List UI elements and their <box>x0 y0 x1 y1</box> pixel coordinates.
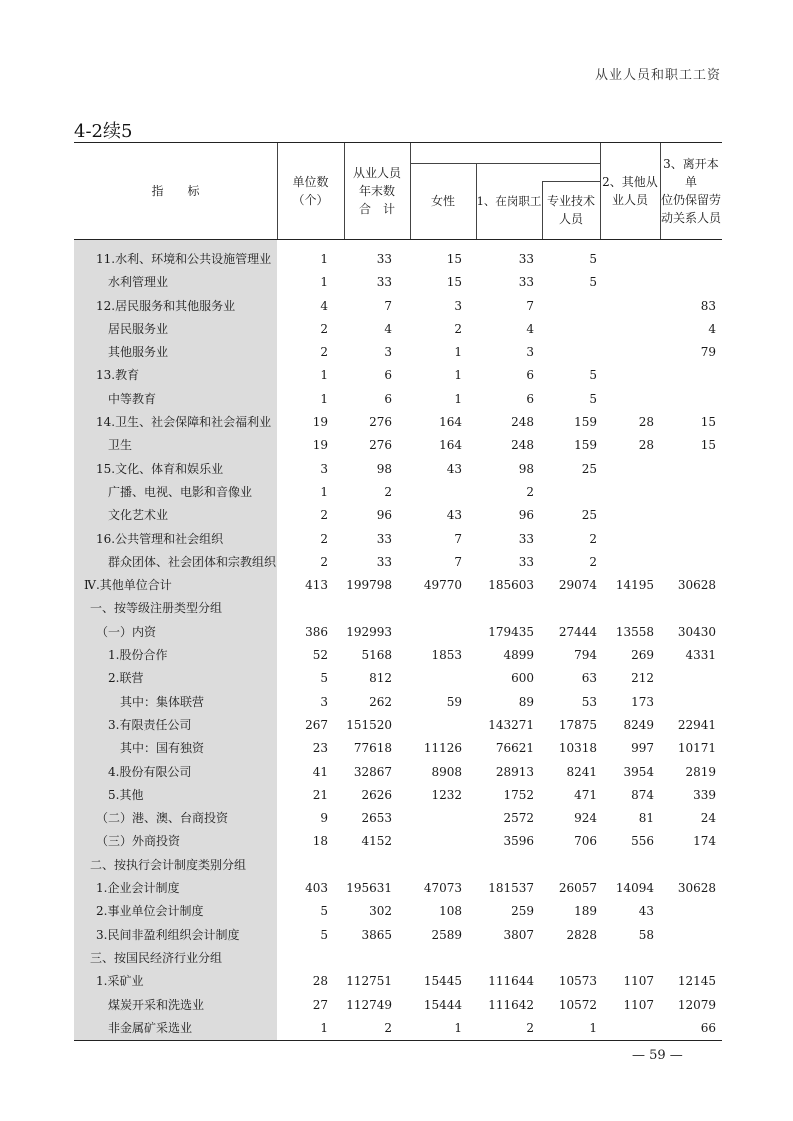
cell-value: 3 <box>526 345 534 360</box>
cell-value: 41 <box>312 764 328 779</box>
cell-value: 18 <box>312 834 328 849</box>
cell-value: 248 <box>511 438 534 453</box>
cell-value: 108 <box>439 904 462 919</box>
cell-value: 24 <box>700 811 716 826</box>
cell-value: 1752 <box>503 787 534 802</box>
cell-value: 1 <box>589 1020 597 1035</box>
table-row <box>74 458 722 481</box>
cell-value: 5 <box>589 368 597 383</box>
row-label: 1.采矿业 <box>74 970 277 993</box>
cell-value: 2 <box>384 1020 392 1035</box>
header-other-staff: 2、其他从 业人员 <box>602 175 658 207</box>
cell-value: 15444 <box>423 997 462 1012</box>
row-label: 卫生 <box>74 434 277 457</box>
cell-value: 1 <box>320 1020 328 1035</box>
row-label: 1.股份合作 <box>74 644 277 667</box>
cell-value: 33 <box>518 252 534 266</box>
cell-value: 7 <box>454 531 462 546</box>
cell-value: 302 <box>369 904 392 919</box>
cell-value: 2 <box>320 508 328 523</box>
cell-value: 6 <box>526 391 534 406</box>
cell-value: 6 <box>384 391 392 406</box>
row-label: Ⅳ.其他单位合计 <box>74 574 277 597</box>
row-label: 14.卫生、社会保障和社会福利业 <box>74 411 277 434</box>
cell-value: 58 <box>638 927 654 942</box>
cell-value: 259 <box>511 904 534 919</box>
cell-value: 3865 <box>361 927 392 942</box>
table-row <box>74 644 722 667</box>
cell-value: 111644 <box>488 974 534 989</box>
table-row <box>74 854 722 877</box>
cell-value: 164 <box>439 415 462 430</box>
cell-value: 89 <box>518 694 534 709</box>
cell-value: 9 <box>320 811 328 826</box>
cell-value: 49770 <box>423 578 462 593</box>
cell-value: 2589 <box>431 927 462 942</box>
cell-value: 112751 <box>346 974 392 989</box>
table-row <box>74 318 722 341</box>
cell-value: 13558 <box>615 624 654 639</box>
table-row <box>74 621 722 644</box>
cell-value: 15 <box>700 438 716 453</box>
table-row <box>74 341 722 364</box>
cell-value: 2626 <box>361 787 392 802</box>
table-row <box>74 877 722 900</box>
cell-value: 3 <box>320 461 328 476</box>
table-row <box>74 574 722 597</box>
table-row <box>74 528 722 551</box>
cell-value: 27 <box>312 997 328 1012</box>
cell-value: 179435 <box>488 624 534 639</box>
table-row <box>74 597 722 620</box>
cell-value: 185603 <box>488 578 534 593</box>
cell-value: 1 <box>320 252 328 266</box>
cell-value: 4 <box>320 298 328 313</box>
cell-value: 189 <box>574 904 597 919</box>
cell-value: 7 <box>454 554 462 569</box>
cell-value: 1 <box>320 391 328 406</box>
cell-value: 4331 <box>685 648 716 663</box>
row-label: 其中：集体联营 <box>74 691 277 714</box>
cell-value: 4 <box>526 321 534 336</box>
row-label: （一）内资 <box>74 621 277 644</box>
cell-value: 2 <box>526 484 534 499</box>
cell-value: 12079 <box>677 997 716 1012</box>
cell-value: 21 <box>312 787 328 802</box>
cell-value: 10572 <box>558 997 597 1012</box>
cell-value: 2 <box>320 554 328 569</box>
cell-value: 83 <box>700 298 716 313</box>
cell-value: 2 <box>384 484 392 499</box>
cell-value: 77618 <box>353 741 392 756</box>
cell-value: 874 <box>631 787 654 802</box>
cell-value: 143271 <box>488 717 534 732</box>
table-row <box>74 784 722 807</box>
table-row <box>74 924 722 947</box>
cell-value: 53 <box>581 694 597 709</box>
header-retained: 3、离开本单 位仍保留劳 动关系人员 <box>660 157 721 225</box>
cell-value: 195631 <box>346 881 392 896</box>
cell-value: 43 <box>638 904 654 919</box>
cell-value: 3596 <box>503 834 534 849</box>
cell-value: 19 <box>312 415 328 430</box>
cell-value: 2 <box>320 531 328 546</box>
row-label: 居民服务业 <box>74 318 277 341</box>
cell-value: 7 <box>384 298 392 313</box>
cell-value: 81 <box>638 811 654 826</box>
cell-value: 5168 <box>361 648 392 663</box>
row-label: 13.教育 <box>74 364 277 387</box>
table-row <box>74 900 722 923</box>
cell-value: 33 <box>518 275 534 290</box>
row-label: 二、按执行会计制度类别分组 <box>74 854 277 877</box>
row-label: 一、按等级注册类型分组 <box>74 597 277 620</box>
cell-value: 52 <box>312 648 328 663</box>
row-label: 煤炭开采和洗选业 <box>74 994 277 1017</box>
cell-value: 4152 <box>361 834 392 849</box>
cell-value: 10318 <box>558 741 597 756</box>
cell-value: 33 <box>376 531 392 546</box>
cell-value: 276 <box>369 415 392 430</box>
cell-value: 262 <box>369 694 392 709</box>
cell-value: 1107 <box>623 997 654 1012</box>
cell-value: 1232 <box>431 787 462 802</box>
cell-value: 1107 <box>623 974 654 989</box>
cell-value: 63 <box>581 671 597 686</box>
cell-value: 1 <box>454 345 462 360</box>
cell-value: 1853 <box>431 648 462 663</box>
cell-value: 159 <box>574 415 597 430</box>
row-label: 1.企业会计制度 <box>74 877 277 900</box>
row-label: （二）港、澳、台商投资 <box>74 807 277 830</box>
cell-value: 47073 <box>423 881 462 896</box>
cell-value: 30628 <box>677 578 716 593</box>
row-label: 中等教育 <box>74 388 277 411</box>
row-label: 16.公共管理和社会组织 <box>74 528 277 551</box>
cell-value: 14195 <box>615 578 654 593</box>
table-row <box>74 970 722 993</box>
header-employees-total: 从业人员 年末数 合 计 <box>352 166 401 216</box>
cell-value: 1 <box>320 484 328 499</box>
bottom-rule <box>74 1040 722 1041</box>
cell-value: 43 <box>446 461 462 476</box>
row-label: 水利管理业 <box>74 271 277 294</box>
cell-value: 6 <box>526 368 534 383</box>
cell-value: 23 <box>312 741 328 756</box>
cell-value: 17875 <box>558 717 597 732</box>
table-header <box>74 142 722 240</box>
cell-value: 5 <box>589 252 597 266</box>
cell-value: 96 <box>518 508 534 523</box>
table-title: 4-2续5 <box>74 121 133 142</box>
row-label: 3.民间非盈利组织会计制度 <box>74 924 277 947</box>
cell-value: 30628 <box>677 881 716 896</box>
cell-value: 15445 <box>423 974 462 989</box>
cell-value: 27444 <box>558 624 597 639</box>
cell-value: 4 <box>708 321 716 336</box>
cell-value: 98 <box>518 461 534 476</box>
table-body <box>74 240 722 1040</box>
cell-value: 997 <box>631 741 654 756</box>
cell-value: 5 <box>320 671 328 686</box>
cell-value: 192993 <box>346 624 392 639</box>
cell-value: 269 <box>631 648 654 663</box>
cell-value: 14094 <box>615 881 654 896</box>
cell-value: 33 <box>376 554 392 569</box>
cell-value: 2 <box>320 345 328 360</box>
cell-value: 43 <box>446 508 462 523</box>
running-head: 从业人员和职工工资 <box>594 68 721 83</box>
cell-value: 1 <box>454 368 462 383</box>
cell-value: 5 <box>320 904 328 919</box>
cell-value: 2828 <box>566 927 597 942</box>
cell-value: 3807 <box>503 927 534 942</box>
table-row <box>74 667 722 690</box>
cell-value: 7 <box>526 298 534 313</box>
cell-value: 600 <box>511 671 534 686</box>
table-row <box>74 504 722 527</box>
cell-value: 33 <box>376 252 392 266</box>
cell-value: 3 <box>320 694 328 709</box>
cell-value: 471 <box>574 787 597 802</box>
row-label: 4.股份有限公司 <box>74 761 277 784</box>
cell-value: 2819 <box>685 764 716 779</box>
cell-value: 4 <box>384 321 392 336</box>
cell-value: 248 <box>511 415 534 430</box>
cell-value: 1 <box>454 1020 462 1035</box>
cell-value: 10171 <box>677 741 716 756</box>
cell-value: 151520 <box>346 717 392 732</box>
cell-value: 1 <box>320 368 328 383</box>
cell-value: 19 <box>312 438 328 453</box>
cell-value: 32867 <box>353 764 392 779</box>
cell-value: 112749 <box>346 997 392 1012</box>
cell-value: 5 <box>589 275 597 290</box>
cell-value: 12145 <box>677 974 716 989</box>
cell-value: 3 <box>454 298 462 313</box>
cell-value: 4899 <box>503 648 534 663</box>
cell-value: 924 <box>574 811 597 826</box>
cell-value: 181537 <box>488 881 534 896</box>
cell-value: 8241 <box>566 764 597 779</box>
cell-value: 98 <box>376 461 392 476</box>
row-label: 15.文化、体育和娱乐业 <box>74 458 277 481</box>
cell-value: 33 <box>376 275 392 290</box>
table-row <box>74 295 722 318</box>
cell-value: 212 <box>631 671 654 686</box>
cell-value: 159 <box>574 438 597 453</box>
cell-value: 10573 <box>558 974 597 989</box>
row-label: 5.其他 <box>74 784 277 807</box>
cell-value: 3 <box>384 345 392 360</box>
cell-value: 33 <box>518 554 534 569</box>
table-row <box>74 714 722 737</box>
cell-value: 174 <box>693 834 716 849</box>
row-label: 3.有限责任公司 <box>74 714 277 737</box>
table-row <box>74 994 722 1017</box>
table-row <box>74 388 722 411</box>
row-label: 其他服务业 <box>74 341 277 364</box>
cell-value: 28913 <box>495 764 534 779</box>
cell-value: 1 <box>454 391 462 406</box>
cell-value: 403 <box>305 881 328 896</box>
row-label: 2.事业单位会计制度 <box>74 900 277 923</box>
table-row <box>74 1017 722 1040</box>
header-units: 单位数 （个） <box>292 175 329 207</box>
row-label: （三）外商投资 <box>74 830 277 853</box>
cell-value: 413 <box>305 578 328 593</box>
cell-value: 2653 <box>361 811 392 826</box>
table-row <box>74 830 722 853</box>
cell-value: 66 <box>700 1020 716 1035</box>
table-row <box>74 737 722 760</box>
row-label: 文化艺术业 <box>74 504 277 527</box>
cell-value: 164 <box>439 438 462 453</box>
cell-value: 794 <box>574 648 597 663</box>
cell-value: 28 <box>638 415 654 430</box>
row-label: 12.居民服务和其他服务业 <box>74 295 277 318</box>
row-label: 非金属矿采选业 <box>74 1017 277 1040</box>
table-row <box>74 807 722 830</box>
cell-value: 25 <box>581 461 597 476</box>
cell-value: 28 <box>312 974 328 989</box>
header-female: 女性 <box>430 194 455 208</box>
cell-value: 33 <box>518 531 534 546</box>
cell-value: 2 <box>526 1020 534 1035</box>
row-label: 其中：国有独资 <box>74 737 277 760</box>
row-label: 广播、电视、电影和音像业 <box>74 481 277 504</box>
cell-value: 556 <box>631 834 654 849</box>
row-label: 群众团体、社会团体和宗教组织 <box>74 551 277 574</box>
header-professional: 专业技术 人员 <box>546 194 595 226</box>
cell-value: 2 <box>320 321 328 336</box>
cell-value: 5 <box>320 927 328 942</box>
cell-value: 2 <box>589 531 597 546</box>
cell-value: 2 <box>589 554 597 569</box>
cell-value: 6 <box>384 368 392 383</box>
header-indicator: 指 标 <box>151 184 200 198</box>
table-row <box>74 434 722 457</box>
cell-value: 15 <box>446 275 462 290</box>
cell-value: 199798 <box>346 578 392 593</box>
statistics-table <box>74 142 722 1041</box>
table-row <box>74 761 722 784</box>
cell-value: 15 <box>700 415 716 430</box>
row-label: 三、按国民经济行业分组 <box>74 947 277 970</box>
cell-value: 276 <box>369 438 392 453</box>
cell-value: 8908 <box>431 764 462 779</box>
cell-value: 76621 <box>495 741 534 756</box>
cell-value: 2 <box>454 321 462 336</box>
table-row <box>74 271 722 294</box>
cell-value: 30430 <box>677 624 716 639</box>
cell-value: 339 <box>693 787 716 802</box>
table-row <box>74 248 722 271</box>
cell-value: 5 <box>589 391 597 406</box>
cell-value: 1 <box>320 275 328 290</box>
cell-value: 79 <box>700 345 716 360</box>
cell-value: 386 <box>305 624 328 639</box>
cell-value: 2572 <box>503 811 534 826</box>
cell-value: 29074 <box>558 578 597 593</box>
page-number: — 59 — <box>632 1048 683 1063</box>
cell-value: 96 <box>376 508 392 523</box>
table-row <box>74 691 722 714</box>
cell-value: 267 <box>305 717 328 732</box>
table-row <box>74 411 722 434</box>
row-label: 11.水利、环境和公共设施管理业 <box>74 248 277 271</box>
table-row <box>74 481 722 504</box>
cell-value: 28 <box>638 438 654 453</box>
header-on-post: 1、在岗职工 <box>476 194 542 208</box>
table-row <box>74 947 722 970</box>
cell-value: 812 <box>369 671 392 686</box>
cell-value: 111642 <box>488 997 534 1012</box>
cell-value: 3954 <box>623 764 654 779</box>
cell-value: 59 <box>446 694 462 709</box>
cell-value: 26057 <box>558 881 597 896</box>
cell-value: 22941 <box>677 717 716 732</box>
cell-value: 706 <box>574 834 597 849</box>
table-row <box>74 551 722 574</box>
cell-value: 173 <box>631 694 654 709</box>
cell-value: 11126 <box>423 741 462 756</box>
table-row <box>74 364 722 387</box>
cell-value: 15 <box>446 252 462 266</box>
row-label: 2.联营 <box>74 667 277 690</box>
cell-value: 25 <box>581 508 597 523</box>
cell-value: 8249 <box>623 717 654 732</box>
